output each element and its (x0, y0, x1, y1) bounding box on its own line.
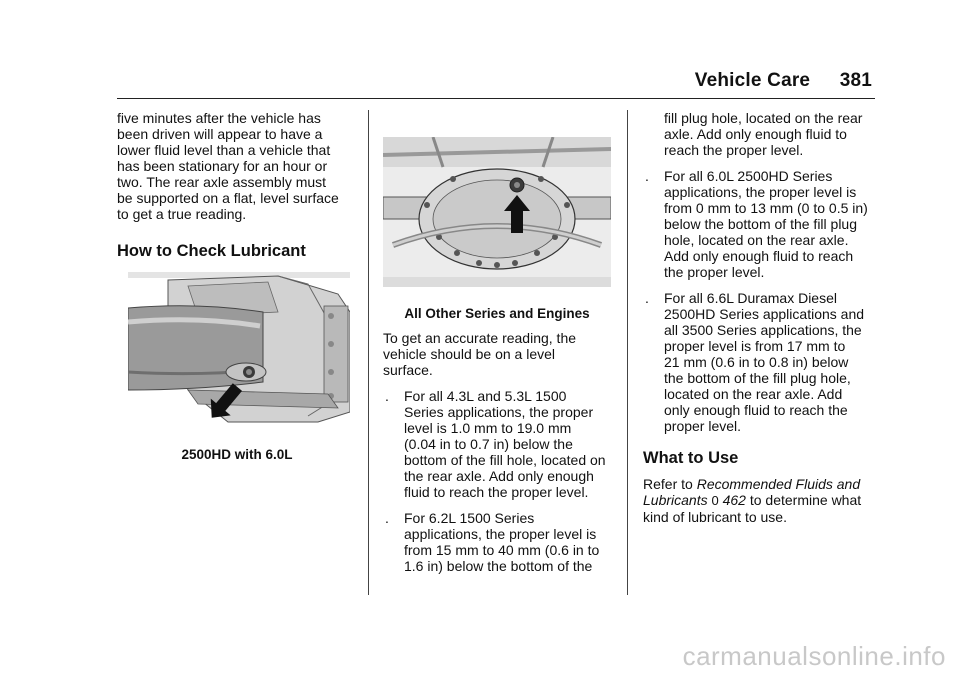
watermark: carmanualsonline.info (682, 641, 946, 671)
page-number: 381 (839, 70, 872, 91)
page-header (695, 70, 872, 92)
bullet-dot: . (385, 510, 389, 526)
column-divider-right (627, 110, 628, 595)
figure-1-caption: 2500HD with 6.0L (181, 447, 293, 462)
figure-2-caption: All Other Series and Engines (404, 306, 590, 321)
bullet-dot: . (645, 168, 649, 184)
bullet-6.0L: . For all 6.0L 2500HD Series applications, the proper level is from 0 mm to 13 mm (0 to 0.5 in) below the bottom of the fill plug hole, located on the rear axle. Add only enough fluid to reach the proper level. (645, 168, 868, 280)
column-1 (117, 110, 357, 261)
page-reference-icon: 0 (711, 493, 719, 508)
bullet-dot: . (645, 290, 649, 306)
section-title: Vehicle Care (694, 70, 811, 91)
heading-how-to-check: How to Check Lubricant (117, 242, 306, 260)
column-divider-left (368, 110, 369, 595)
header-rule (117, 98, 875, 99)
bullet-6.2L: . For 6.2L 1500 Series applications, the proper level is from 15 mm to 40 mm (0.6 in to 1.6 in) below the bottom of the (385, 510, 600, 574)
cross-reference-title: Recommended Fluids and (696, 476, 861, 492)
refer-paragraph: Refer to Recommended Fluids and Lubricants 0 462 to determine what kind of lubricant to use. (643, 476, 862, 525)
intro-paragraph: five minutes after the vehicle has been driven will appear to have a lower fluid level than a vehicle that has been stationary for an hour or two. The rear axle assembly must be supported on a flat, level surface to get a true reading. (117, 110, 339, 222)
column-3 (643, 110, 883, 525)
cross-reference-page[interactable]: 462 (722, 492, 746, 508)
bullet-dot: . (385, 388, 389, 404)
bullet-4.3L-5.3L: . For all 4.3L and 5.3L 1500 Series applications, the proper level is 1.0 mm to 19.0 mm (0.04 in to 0.7 in) below the bottom of the fill hole, located on the rear axle. Add only enough fluid to reach the proper level. (385, 388, 606, 500)
column-2 (383, 330, 619, 574)
level-surface-paragraph: To get an accurate reading, the vehicle should be on a level surface. (383, 330, 577, 378)
bullet-6.6L-duramax: . For all 6.6L Duramax Diesel 2500HD Series applications and all 3500 Series applications, the proper level is from 17 mm to 21 mm (0.6 in to 0.8 in) below the bottom of the fill plug hole, located on the rear axle. Add only enough fluid to reach the proper level. (645, 290, 865, 434)
axle-rear-cover-illustration (383, 137, 611, 287)
cross-reference-title-cont: Lubricants (643, 492, 708, 508)
heading-what-to-use: What to Use (643, 449, 739, 467)
continued-text: fill plug hole, located on the rear axle. Add only enough fluid to reach the proper level. (664, 110, 863, 158)
axle-side-illustration (128, 272, 350, 432)
